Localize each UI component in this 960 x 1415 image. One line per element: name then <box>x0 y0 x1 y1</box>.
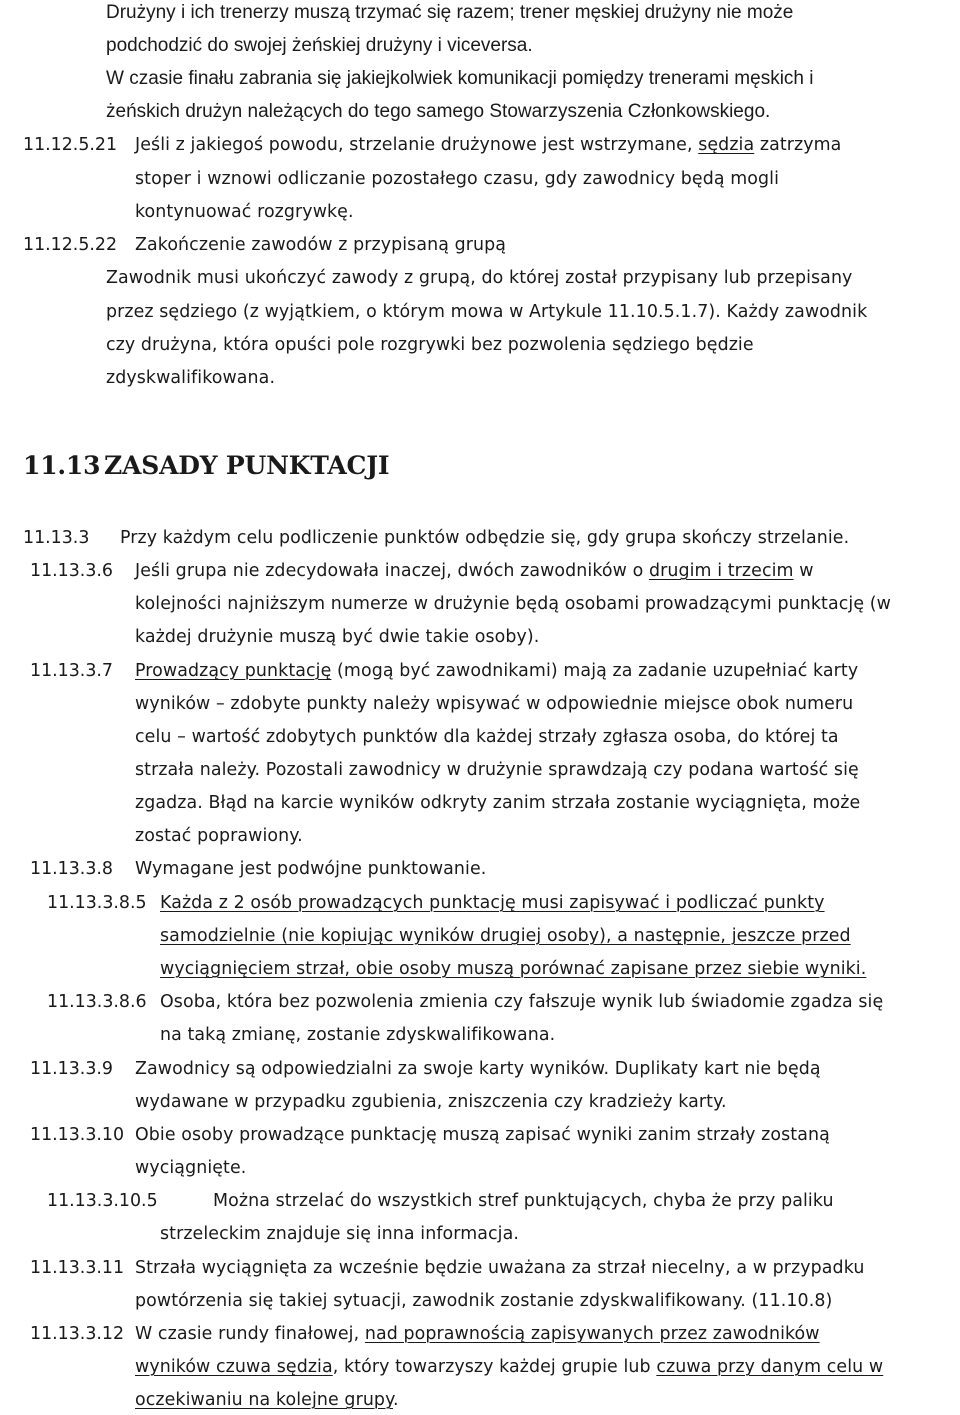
rule-text-line: oczekiwaniu na kolejne grupy. <box>135 1390 399 1410</box>
rule-number: 11.13.3.11 <box>30 1258 125 1278</box>
rule-text-line: czy drużyna, która opuści pole rozgrywki bez pozwolenia sędziego będzie <box>106 335 754 355</box>
rule-text-line: wydawane w przypadku zgubienia, zniszczenia czy kradzieży karty. <box>135 1092 727 1112</box>
underlined-text: nad poprawnością zapisywanych przez zawodników <box>364 1324 820 1344</box>
rule-text-line: Wymagane jest podwójne punktowanie. <box>135 859 487 879</box>
rule-text-line: powtórzenia się takiej sytuacji, zawodnik zostanie zdyskwalifikowany. (11.10.8) <box>135 1291 833 1311</box>
rule-number: 11.13.3 <box>23 528 90 548</box>
underlined-rule-line: wyciągnięciem strzał, obie osoby muszą porównać zapisane przez siebie wyniki. <box>160 959 867 979</box>
rule-text-line: strzała należy. Pozostali zawodnicy w drużynie sprawdzają czy podana wartość się <box>135 760 859 780</box>
rule-text-line: Można strzelać do wszystkich stref punktujących, chyba że przy paliku <box>213 1191 834 1211</box>
underlined-rule-line: samodzielnie (nie kopiując wyników drugiej osoby), a następnie, jeszcze przed <box>160 926 851 946</box>
underlined-text: Prowadzący punktację <box>135 661 332 681</box>
text-line: żeńskich drużyn należących do tego samego Stowarzyszenia Członkowskiego. <box>106 101 771 122</box>
rule-text-line: strzeleckim znajduje się inna informacja. <box>160 1224 519 1244</box>
rule-text-line: Jeśli z jakiegoś powodu, strzelanie drużynowe jest wstrzymane, sędzia zatrzyma <box>135 135 842 155</box>
rule-text-line: wyników czuwa sędzia, który towarzyszy każdej grupie lub czuwa przy danym celu w <box>135 1357 884 1377</box>
section-title: ZASADY PUNKTACJI <box>104 451 390 480</box>
rule-number: 11.13.3.10 <box>30 1125 125 1145</box>
rule-number: 11.13.3.6 <box>30 561 113 581</box>
rule-text-line: wyciągnięte. <box>135 1158 247 1178</box>
rule-text-line: Zawodnicy są odpowiedzialni za swoje karty wyników. Duplikaty kart nie będą <box>135 1059 821 1079</box>
rule-number: 11.13.3.7 <box>30 661 113 681</box>
rule-text-line: celu – wartość zdobytych punktów dla każdej strzały zgłasza osoba, do której ta <box>135 727 839 747</box>
rule-number: 11.13.3.12 <box>30 1324 125 1344</box>
rule-text-line: Zawodnik musi ukończyć zawody z grupą, do której został przypisany lub przepisany <box>106 268 853 288</box>
text-line: W czasie finału zabrania się jakiejkolwiek komunikacji pomiędzy trenerami męskich i <box>106 68 814 89</box>
text-line: Drużyny i ich trenerzy muszą trzymać się razem; trener męskiej drużyny nie może <box>106 2 794 23</box>
rule-text-line: Obie osoby prowadzące punktację muszą zapisać wyniki zanim strzały zostaną <box>135 1125 830 1145</box>
underlined-text: oczekiwaniu na kolejne grupy <box>135 1390 393 1410</box>
rule-number: 11.12.5.22 <box>23 235 118 255</box>
rule-text-line: kontynuować rozgrywkę. <box>135 202 354 222</box>
rule-heading: Zakończenie zawodów z przypisaną grupą <box>135 235 506 255</box>
rule-text-line: zdyskwalifikowana. <box>106 368 276 388</box>
underlined-text: sędzia <box>698 135 755 155</box>
text-line: podchodzić do swojej żeńskiej drużyny i viceversa. <box>106 35 533 56</box>
section-number: 11.13 <box>23 451 101 480</box>
rule-text-line: zostać poprawiony. <box>135 826 303 846</box>
rule-text-line: na taką zmianę, zostanie zdyskwalifikowana. <box>160 1025 556 1045</box>
rule-text-line: stoper i wznowi odliczanie pozostałego czasu, gdy zawodnicy będą mogli <box>135 169 780 189</box>
underlined-text: drugim i trzecim <box>648 561 794 581</box>
rule-number: 11.13.3.8.5 <box>47 893 147 913</box>
underlined-text: czuwa przy danym celu w <box>656 1357 884 1377</box>
rule-text-line: wyników – zdobyte punkty należy wpisywać w odpowiednie miejsce obok numeru <box>135 694 854 714</box>
rule-text-line: Osoba, która bez pozwolenia zmienia czy fałszuje wynik lub świadomie zgadza się <box>160 992 884 1012</box>
rule-text-line: Jeśli grupa nie zdecydowała inaczej, dwóch zawodników o drugim i trzecim w <box>135 561 814 581</box>
rule-text-line: Strzała wyciągnięta za wcześnie będzie uważana za strzał niecelny, a w przypadku <box>135 1258 865 1278</box>
rule-number: 11.13.3.9 <box>30 1059 113 1079</box>
underlined-rule-line: Każda z 2 osób prowadzących punktację musi zapisywać i podliczać punkty <box>160 893 825 913</box>
rule-number: 11.13.3.8 <box>30 859 113 879</box>
rule-number: 11.13.3.8.6 <box>47 992 147 1012</box>
rule-text-line: Przy każdym celu podliczenie punktów odbędzie się, gdy grupa skończy strzelanie. <box>120 528 850 548</box>
rule-text-line: każdej drużynie muszą być dwie takie osoby). <box>135 627 540 647</box>
rule-text-line: zgadza. Błąd na karcie wyników odkryty zanim strzała zostanie wyciągnięta, może <box>135 793 861 813</box>
rule-number: 11.13.3.10.5 <box>47 1191 158 1211</box>
rule-text-line: W czasie rundy finałowej, nad poprawnością zapisywanych przez zawodników <box>135 1324 820 1344</box>
rule-text-line: przez sędziego (z wyjątkiem, o którym mowa w Artykule 11.10.5.1.7). Każdy zawodnik <box>106 302 868 322</box>
rule-number: 11.12.5.21 <box>23 135 118 155</box>
rule-text-line: kolejności najniższym numerze w drużynie będą osobami prowadzącymi punktację (w <box>135 594 891 614</box>
underlined-text: wyników czuwa sędzia <box>135 1357 333 1377</box>
rule-text-line: Prowadzący punktację (mogą być zawodnikami) mają za zadanie uzupełniać karty <box>135 661 859 681</box>
